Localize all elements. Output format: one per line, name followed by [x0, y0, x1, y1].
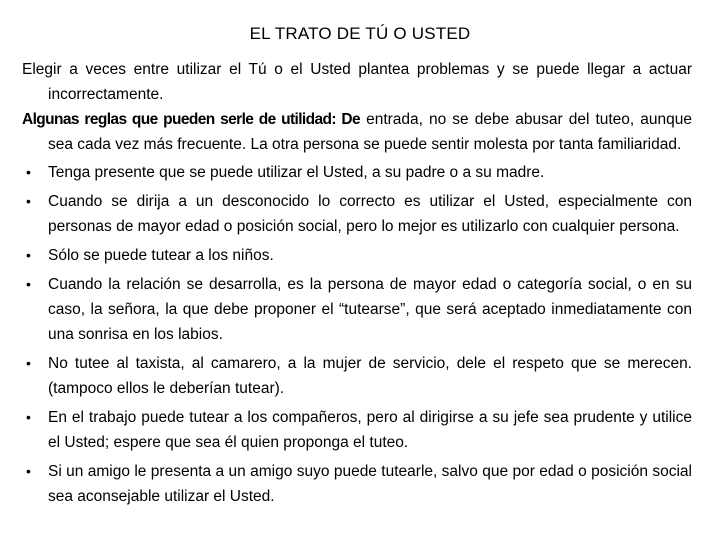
- list-item: [22, 459, 692, 509]
- list-item: [22, 160, 692, 185]
- list-item: [22, 272, 692, 347]
- bullet-icon: •: [26, 276, 31, 292]
- bullet-icon: •: [26, 355, 31, 371]
- list-item-text: Tenga presente que se puede utilizar el Usted, a su padre o a su madre.: [48, 164, 545, 181]
- rules-text: entrada, no se debe abusar del tuteo, aunque sea cada vez más frecuente. La otra persona se puede sentir molesta por tanta familiaridad.: [48, 111, 693, 153]
- list-item: [22, 243, 692, 268]
- rules-list: [22, 160, 692, 509]
- list-item-text: Cuando se dirija a un desconocido lo correcto es utilizar el Usted, especialmente con personas de mayor edad o posición social, pero lo mejor es utilizarlo con cualquier persona.: [48, 193, 692, 235]
- list-item-text: En el trabajo puede tutear a los compañeros, pero al dirigirse a su jefe sea prudente y utilice el Usted; espere que sea él quien proponga el tuteo.: [48, 409, 692, 451]
- rules-paragraph: [22, 107, 692, 157]
- rules-lead: Algunas reglas que pueden serle de utilidad: De: [22, 111, 361, 128]
- bullet-icon: •: [26, 247, 31, 263]
- bullet-icon: •: [26, 193, 31, 209]
- bullet-icon: •: [26, 164, 31, 180]
- list-item-text: Sólo se puede tutear a los niños.: [48, 247, 274, 264]
- list-item-text: No tutee al taxista, al camarero, a la mujer de servicio, dele el respeto que se merecen.(tampoco ellos le deberían tutear).: [48, 355, 692, 397]
- list-item-text: Cuando la relación se desarrolla, es la persona de mayor edad o categoría social, o en su caso, la señora, la que debe proponer el “tutearse”, que será aceptado inmediatamente con una sonrisa en los labios.: [48, 276, 692, 343]
- list-item: [22, 189, 692, 239]
- page-title: EL TRATO DE TÚ O USTED: [249, 24, 471, 43]
- bullet-icon: •: [26, 409, 31, 425]
- list-item-text: Si un amigo le presenta a un amigo suyo puede tutearle, salvo que por edad o posición social sea aconsejable utilizar el Usted.: [48, 463, 692, 505]
- bullet-icon: •: [26, 463, 31, 479]
- list-item: [22, 405, 692, 455]
- list-item: [22, 351, 692, 401]
- intro-paragraph: Elegir a veces entre utilizar el Tú o el Usted plantea problemas y se puede llegar a actuar incorrectamente.: [22, 61, 692, 103]
- document-body: [22, 57, 692, 509]
